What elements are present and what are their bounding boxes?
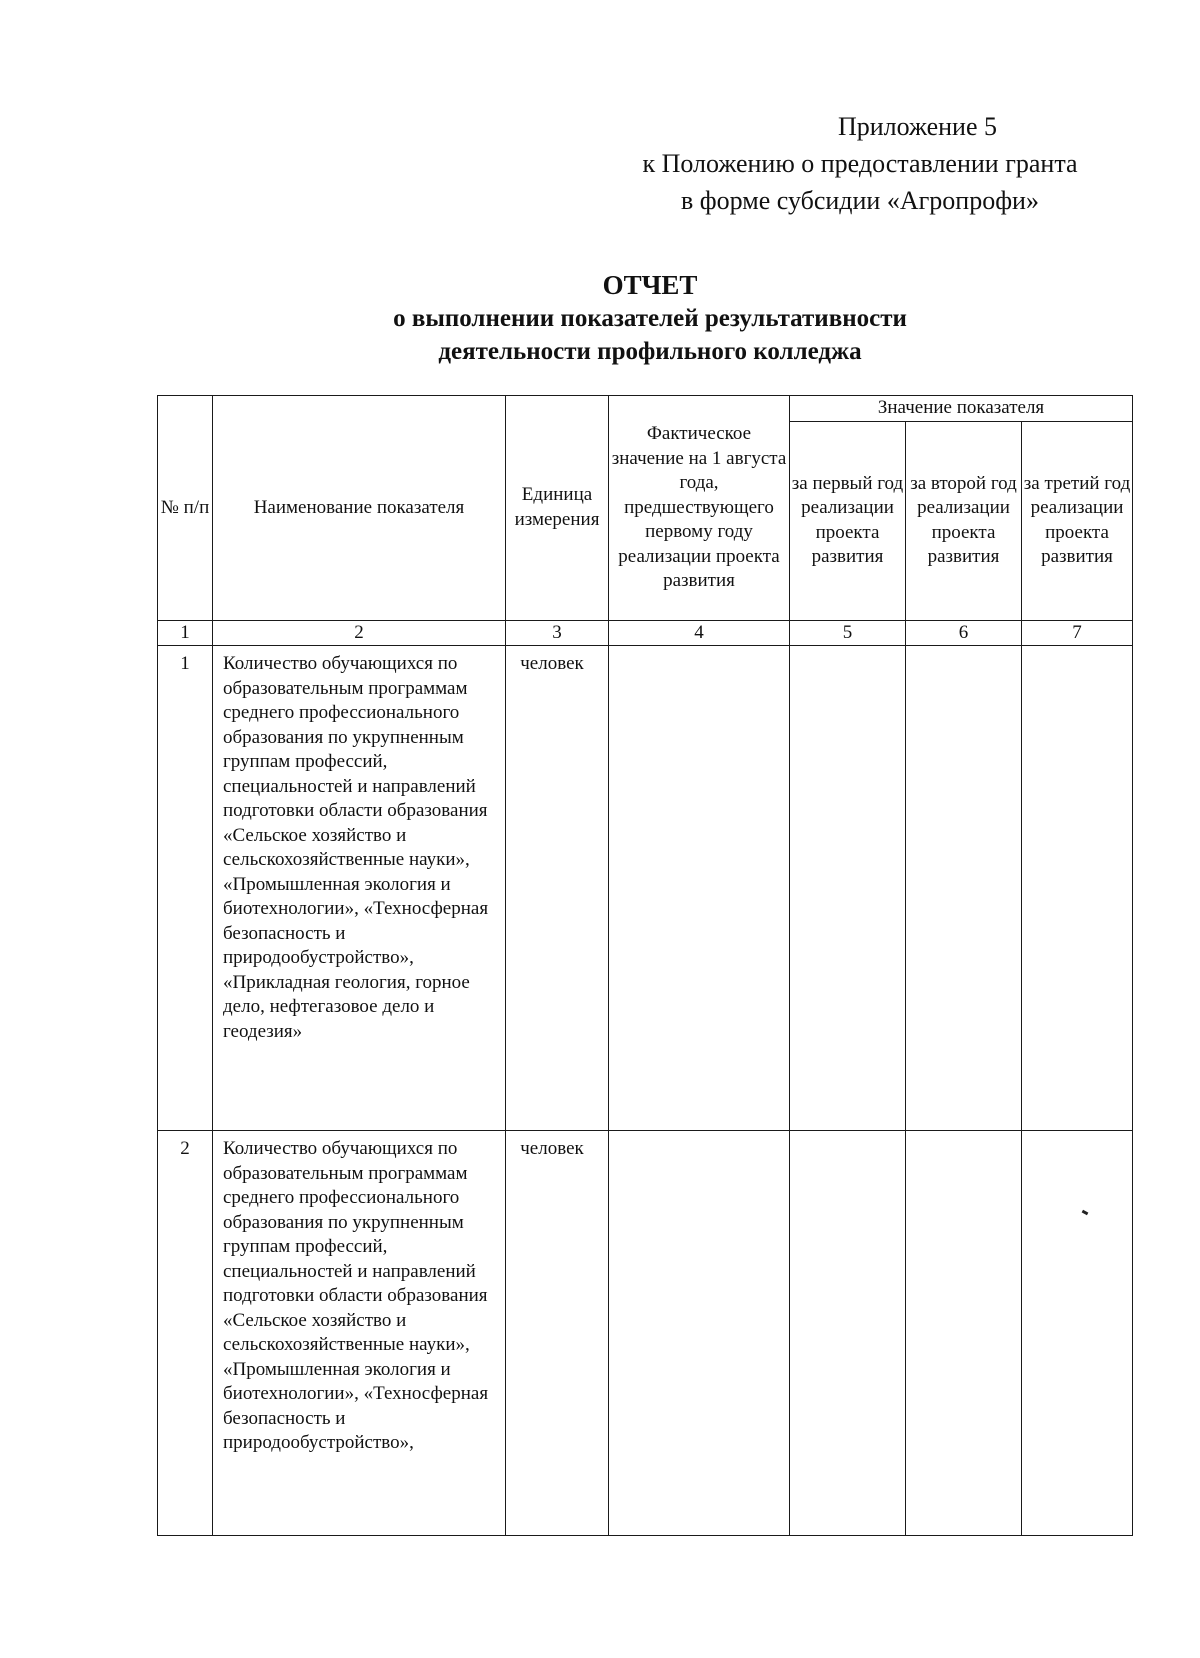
table-row — [158, 1131, 1133, 1536]
column-number: 6 — [906, 620, 1022, 646]
report-title-sub2: деятельности профильного колледжа — [438, 338, 862, 365]
column-number: 3 — [506, 620, 609, 646]
header-year-1: за первый год реализации проекта развития — [790, 421, 906, 620]
column-number: 2 — [213, 620, 506, 646]
column-number: 7 — [1022, 620, 1133, 646]
row-unit: человек — [520, 653, 584, 674]
report-title-sub1: о выполнении показателей результативности — [393, 305, 907, 332]
row-number: 2 — [158, 1131, 213, 1536]
header-year-3: за третий год реализации проекта развития — [1022, 421, 1133, 620]
row-number: 1 — [158, 646, 213, 1131]
row-unit-cell — [506, 646, 609, 1131]
row-year-1-value — [790, 646, 906, 1131]
row-year-2-value — [906, 1131, 1022, 1536]
row-indicator-name: Количество обучающихся по образовательным программам среднего профессионального образования по укрупненным группам профессий, специальностей и направлений подготовки области образования «Сельское хозяйство и сельскохозяйственные науки», «Промышленная экология и биотехнологии», «Техносферная безопасность и природообустройство», — [213, 1131, 506, 1536]
row-year-2-value — [906, 646, 1022, 1131]
column-number: 1 — [158, 620, 213, 646]
header-number: № п/п — [158, 396, 213, 621]
header-year-2: за второй год реализации проекта развития — [906, 421, 1022, 620]
appendix-number: Приложение 5 — [837, 112, 998, 141]
row-year-3-value — [1022, 646, 1133, 1131]
row-year-1-value — [790, 1131, 906, 1536]
report-table — [157, 395, 1133, 1536]
column-number-row — [158, 620, 1133, 646]
table-row — [158, 646, 1133, 1131]
column-number: 5 — [790, 620, 906, 646]
row-actual-value — [609, 646, 790, 1131]
header-actual-value: Фактическое значение на 1 августа года, предшествующего первому году реализации проекта развития — [609, 396, 790, 621]
appendix-header — [600, 108, 1120, 219]
row-year-3-value — [1022, 1131, 1133, 1536]
header-indicator-value: Значение показателя — [790, 396, 1133, 422]
appendix-reference: к Положению о предоставлении гранта — [642, 149, 1078, 178]
row-actual-value — [609, 1131, 790, 1536]
report-title — [300, 268, 1000, 368]
row-unit-cell — [506, 1131, 609, 1536]
column-number: 4 — [609, 620, 790, 646]
report-title-main: ОТЧЕТ — [602, 270, 698, 300]
header-unit: Единица измерения — [506, 396, 609, 621]
appendix-grant-name: в форме субсидии «Агропрофи» — [681, 186, 1039, 215]
row-indicator-name: Количество обучающихся по образовательным программам среднего профессионального образования по укрупненным группам профессий, специальностей и направлений подготовки области образования «Сельское хозяйство и сельскохозяйственные науки», «Промышленная экология и биотехнологии», «Техносферная безопасность и природообустройство», «Прикладная геология, горное дело, нефтегазовое дело и геодезия» — [213, 646, 506, 1131]
row-unit: человек — [520, 1138, 584, 1159]
header-indicator-name: Наименование показателя — [213, 396, 506, 621]
